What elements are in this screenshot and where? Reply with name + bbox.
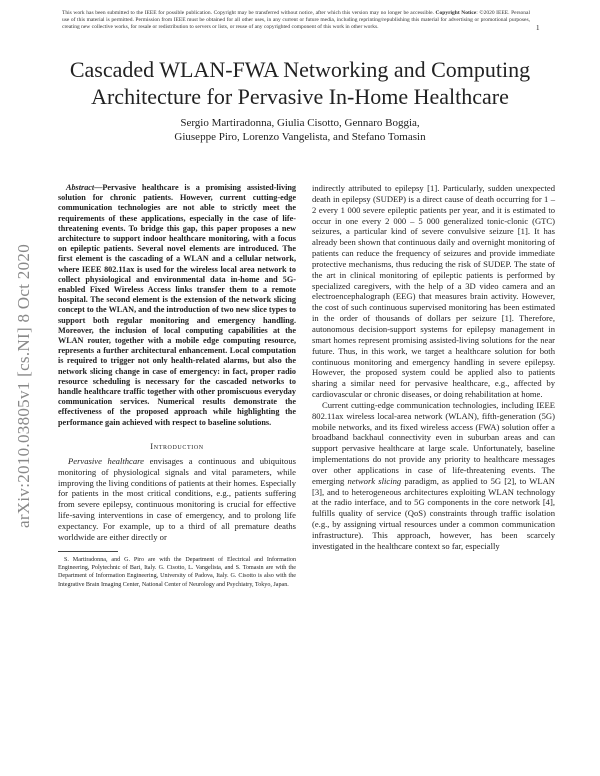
affiliation-footnote: S. Martiradonna, and G. Piro are with the Department of Electrical and Information Engineering, Polytechnic of Bari, Italy. G. Cisotto, L. Vangelista, and S. Tomasin are with the Department of Information Engineering, University of Padova, Italy. G. Cisotto is also with the Integrative Brain Imaging Center, National Center of Neurology and Psychiatry, Tokyo, Japan. [58, 556, 296, 588]
footnote-rule [58, 551, 118, 552]
notice-text-b: : ©2020 IEEE. Personal use of this material is permitted. Permission from IEEE must be obtained for all other uses, in any current or future media, including reprinting/republishing this material for advertising or promotional purposes, creating new collective works, for resale or redistribution to servers or lists, or reuse of any copyrighted component of this work in other works. [62, 10, 531, 30]
right-column [312, 183, 555, 552]
arxiv-id: arXiv:2010.03805v1 [cs.NI] 8 Oct 2020 [14, 244, 33, 528]
page-number: 1 [536, 24, 540, 32]
copyright-notice [62, 10, 530, 31]
paper-title: Cascaded WLAN-FWA Networking and Computing Architecture for Pervasive In-Home Healthcare [69, 57, 531, 109]
intro-em-network-slicing: network slicing [347, 475, 402, 486]
author-list [90, 116, 510, 144]
intro-paragraph-1 [58, 456, 296, 543]
authors-line-1: Sergio Martiradonna, Giulia Cisotto, Gennaro Boggia, [180, 117, 420, 129]
section-heading-introduction: Introduction [150, 440, 204, 451]
abstract [58, 183, 296, 428]
intro-p2-text-a: Current cutting-edge communication technologies, including IEEE 802.11ax wireless local-area network (WLAN), fifth-generation (5G) mobile networks, and its fixed wireless access (FWA) solution offer a broadband backhaul connectivity even in suburban areas and can support pervasive healthcare at large scale. Unfortunately, baseline implementations do not provide any priority to healthcare messages over other applications in case of life-threatening events. The emerging [312, 399, 555, 486]
intro-paragraph-1-continued: indirectly attributed to epilepsy [1]. Particularly, sudden unexpected death in epilepsy (SUDEP) is a direct cause of death occurring for 1 – 2 every 1 000 severe epileptic patients per year, and it is estimated to occur in one every 2 000 – 5 000 generalized tonic-clonic (GTC) seizures, a particular kind of severe convulsive seizure [1]. It has already been shown that continuous daily and overnight monitoring of patients can reduce the frequency of seizures and provide immediate protective mechanisms, thus reducing the risk of SUDEP. The state of the art in clinical monitoring of epileptic patients is performed by specialized caregivers, with the help of a 3D video camera and an electroencephalograph (EEG) that measures brain activity. However, the cost of such continuous supervised monitoring has been estimated in the order of thousands of dollars per seizure [1]. Therefore, autonomous decision-support systems for epilepsy management in smart homes represent promising assisted-living solutions for the near future. Thus, in this work, we target a healthcare solution for both continuous monitoring and emergency handling in severe epilepsy. However, the proposed system could be applied also to patients sharing a similar need for pervasive healthcare, e.g., affected by cardiovascular or chronic diseases, or doing rehabilitation at home. [312, 183, 555, 400]
notice-bold: Copyright Notice [435, 10, 477, 16]
abstract-text: —Pervasive healthcare is a promising assisted-living solution for chronic patients. However, current cutting-edge communication technologies are not able to strictly meet the requirements of these applications, especially in the case of life-threatening events. To bridge this gap, this paper proposes a new architecture to support indoor healthcare monitoring, with a focus on epileptic patients. Several novel elements are introduced. The first element is the cascading of a WLAN and a cellular network, where IEEE 802.11ax is used for the wireless local area network to collect physiological and environmental data in-home and 5G-enabled Fixed Wireless Access links transfer them to a remote hospital. The second element is the extension of the network slicing concept to the WLAN, and the introduction of two new slice types to support both regular monitoring and emergency handling. Moreover, the inclusion of local computing capabilities at the WLAN router, together with a mobile edge computing resource, represents a further architectural enhancement. Local computation is required to trigger not only health-related alarms, but also the network slicing change in case of emergency: in fact, proper radio resource scheduling is necessary for the cascaded networks to handle healthcare traffic together with other promiscuous everyday communication services. Numerical results demonstrate the effectiveness of the proposed approach while highlighting the performance gain achieved with respect to baseline solutions. [58, 183, 296, 427]
authors-line-2: Giuseppe Piro, Lorenzo Vangelista, and Stefano Tomasin [174, 131, 426, 143]
arxiv-sidebar [9, 204, 39, 568]
left-column [58, 183, 296, 589]
intro-em-term: Pervasive healthcare [68, 455, 144, 466]
intro-paragraph-2 [312, 400, 555, 552]
abstract-label: Abstract [66, 183, 95, 192]
intro-p1-text: envisages a continuous and ubiquitous monitoring of physiological signals and vital parameters, while improving the living conditions of patients at their homes. Especially for patients in the most critical conditions, e.g., patients suffering from severe epilepsy, continuous monitoring is crucial for effective life-saving interventions in case of emergency, and to prolong life expectancy. For example, up to a third of all premature deaths worldwide are either directly or [58, 455, 296, 542]
notice-text-a: This work has been submitted to the IEEE for possible publication. Copyright may be transferred without notice, after which this version may no longer be accessible. [62, 10, 436, 16]
intro-p2-text-b: paradigm, as applied to 5G [2], to WLAN [3], and to heterogeneous architectures exploiting WLAN technology at the radio interface, and to 5G components in the core network [4], fulfills quality of service (QoS) constraints through traffic isolation (e.g., by assigning virtual resources under a common communication infrastructure). This approach, however, has been scarcely investigated in the healthcare context so far, especially [312, 475, 555, 551]
